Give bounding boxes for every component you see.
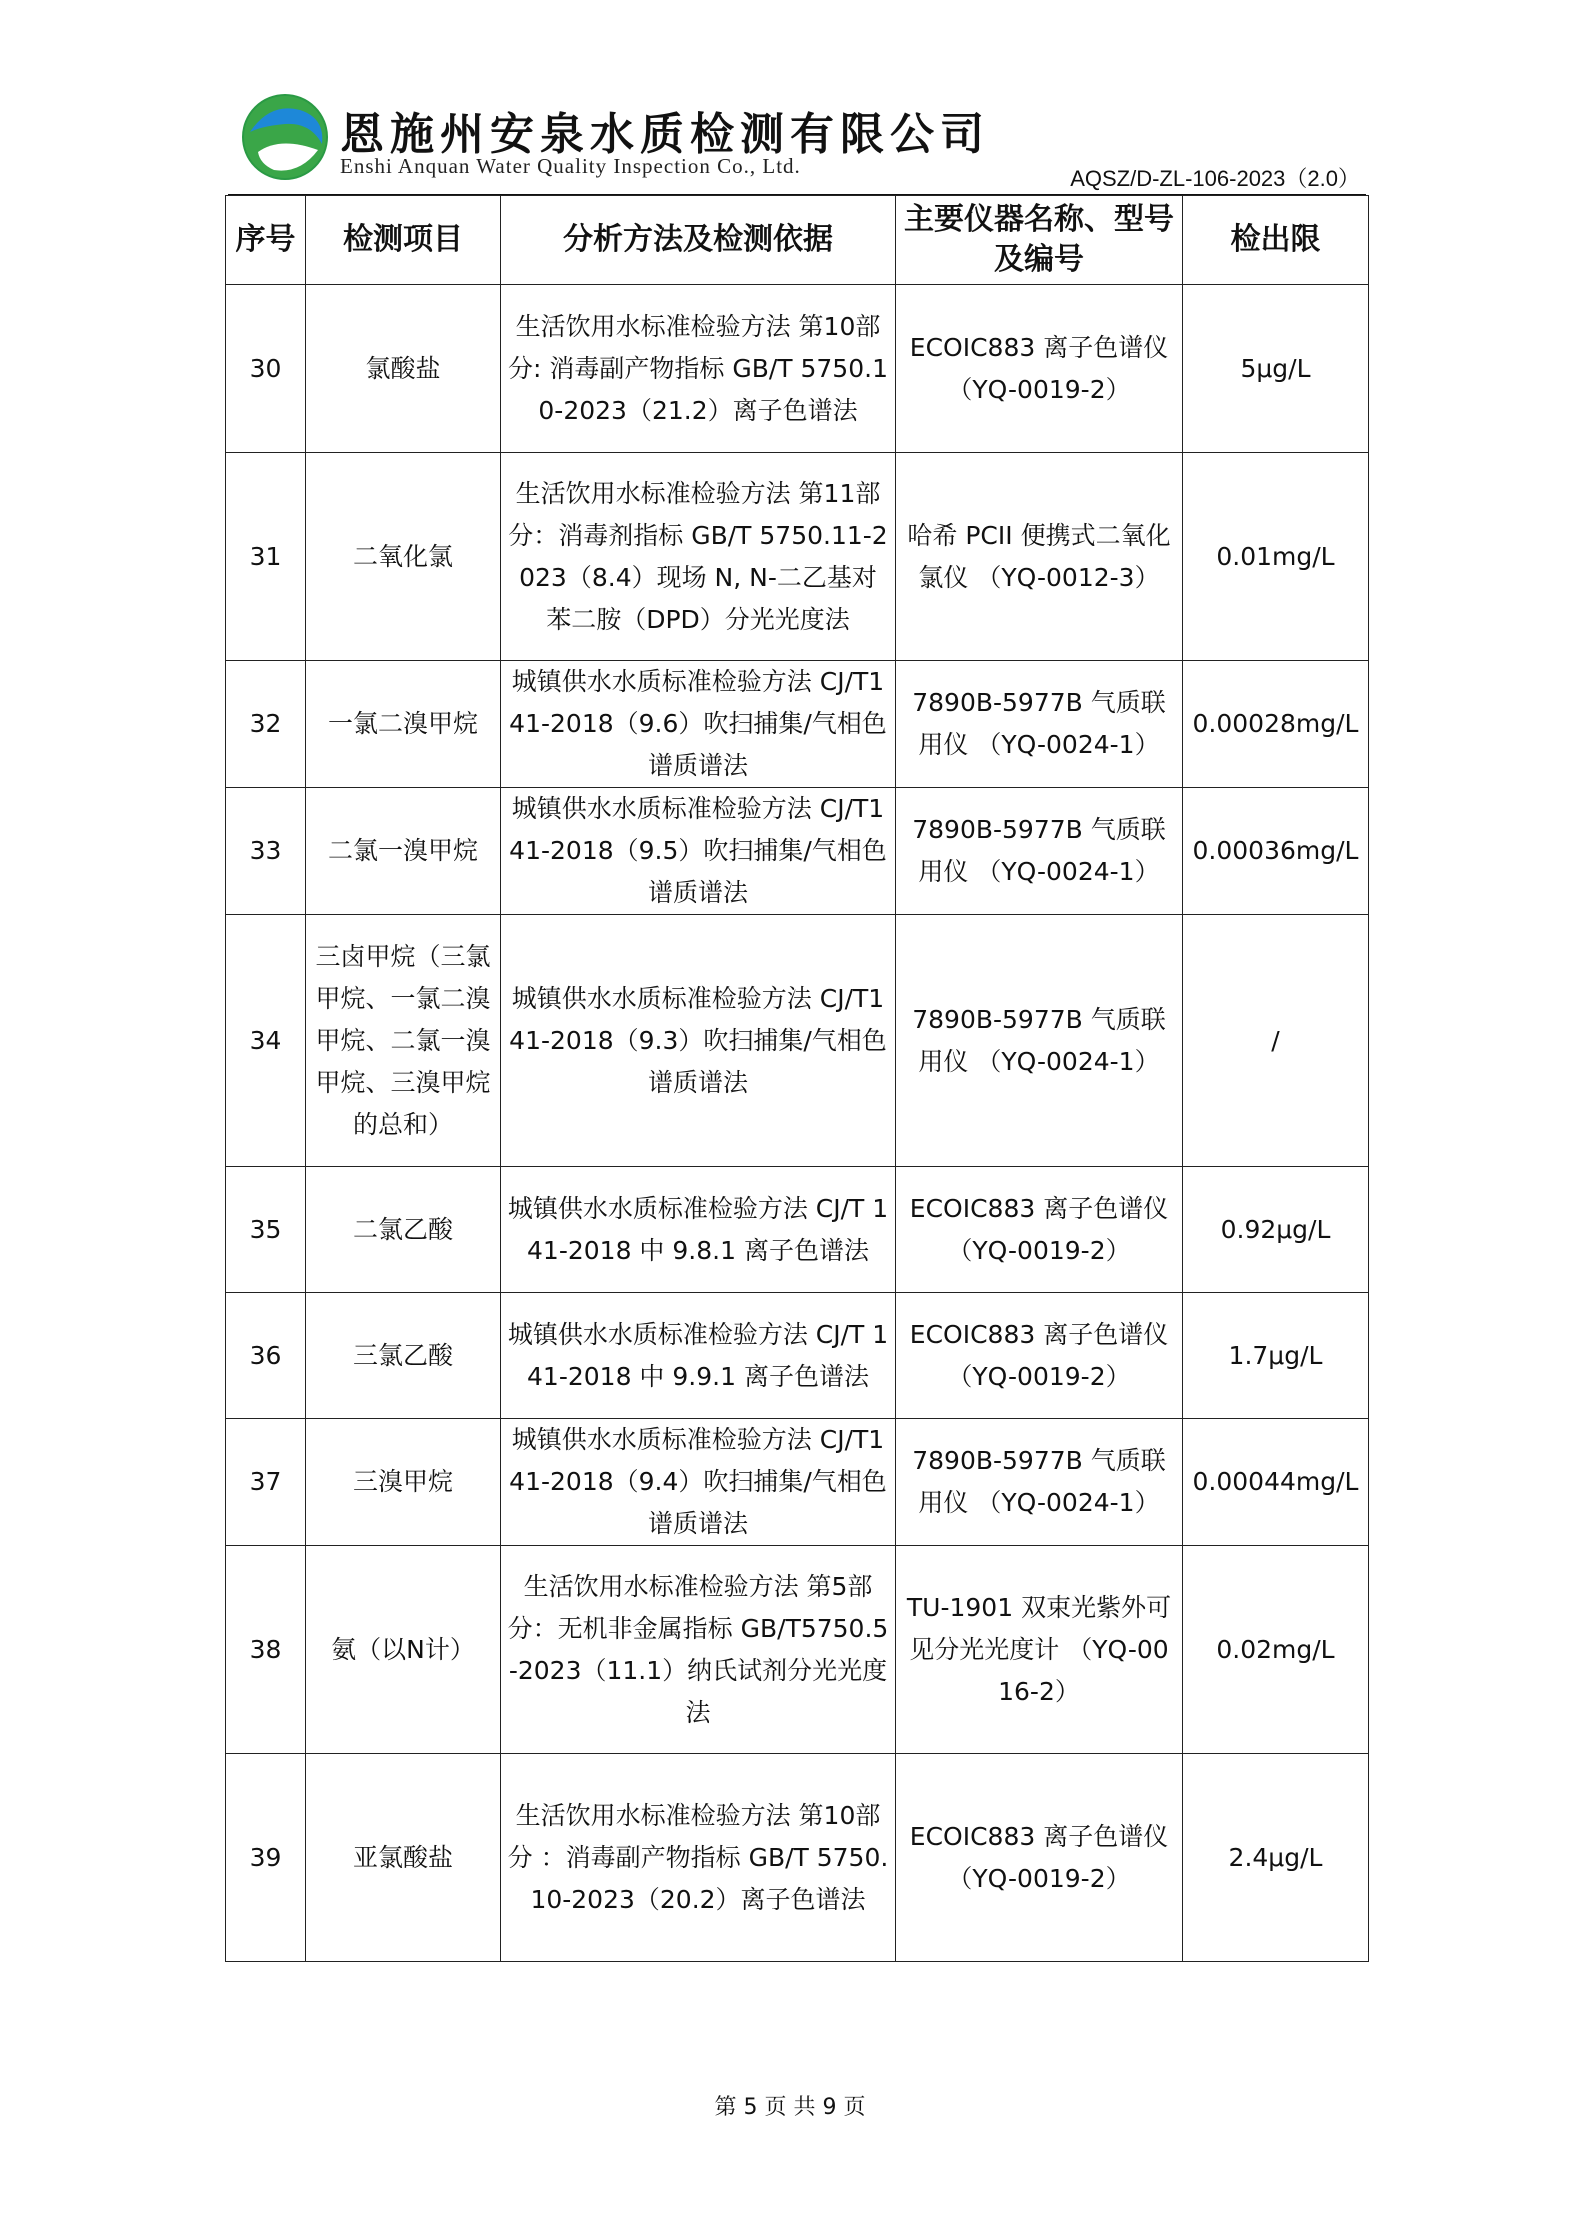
- cell-no: 35: [226, 1167, 306, 1293]
- table-row: [226, 453, 1369, 661]
- cell-no: 32: [226, 661, 306, 788]
- cell-method: 生活饮用水标准检验方法 第10部分 ：消毒副产物指标 GB/T 5750.10-2023（20.2）离子色谱法: [501, 1754, 896, 1962]
- cell-no: 39: [226, 1754, 306, 1962]
- page-header: [240, 92, 1360, 192]
- company-logo-icon: [240, 92, 330, 182]
- document-code: AQSZ/D-ZL-106-2023（2.0）: [1070, 166, 1360, 191]
- cell-limit: 0.01mg/L: [1183, 453, 1369, 661]
- cell-limit: 0.92μg/L: [1183, 1167, 1369, 1293]
- table-row: [226, 285, 1369, 453]
- table-row: [226, 788, 1369, 915]
- test-items-table: [225, 195, 1369, 1962]
- cell-instrument: 7890B-5977B 气质联用仪 （YQ-0024-1）: [896, 1419, 1183, 1546]
- cell-no: 34: [226, 915, 306, 1167]
- table-row: [226, 1167, 1369, 1293]
- page-number: 第 5 页 共 9 页: [714, 2095, 866, 2120]
- cell-method: 城镇供水水质标准检验方法 CJ/T 141-2018 中 9.8.1 离子色谱法: [501, 1167, 896, 1293]
- cell-no: 33: [226, 788, 306, 915]
- cell-item: 三溴甲烷: [306, 1419, 501, 1546]
- cell-method: 城镇供水水质标准检验方法 CJ/T 141-2018 中 9.9.1 离子色谱法: [501, 1293, 896, 1419]
- cell-limit: 0.00044mg/L: [1183, 1419, 1369, 1546]
- cell-limit: 2.4μg/L: [1183, 1754, 1369, 1962]
- cell-no: 36: [226, 1293, 306, 1419]
- cell-limit: 5μg/L: [1183, 285, 1369, 453]
- cell-item: 二氧化氯: [306, 453, 501, 661]
- header-instrument: 主要仪器名称、型号及编号: [896, 196, 1183, 285]
- header-item: 检测项目: [306, 196, 501, 285]
- cell-no: 30: [226, 285, 306, 453]
- table-row: [226, 1293, 1369, 1419]
- cell-no: 37: [226, 1419, 306, 1546]
- cell-no: 38: [226, 1546, 306, 1754]
- table-header-row: [226, 196, 1369, 285]
- table-row: [226, 661, 1369, 788]
- cell-limit: 0.00028mg/L: [1183, 661, 1369, 788]
- cell-item: 二氯乙酸: [306, 1167, 501, 1293]
- cell-limit: 0.00036mg/L: [1183, 788, 1369, 915]
- cell-instrument: ECOIC883 离子色谱仪 （YQ-0019-2）: [896, 1293, 1183, 1419]
- cell-instrument: 哈希 PCII 便携式二氧化氯仪 （YQ-0012-3）: [896, 453, 1183, 661]
- cell-method: 生活饮用水标准检验方法 第11部分：消毒剂指标 GB/T 5750.11-2023（8.4）现场 N, N-二乙基对苯二胺（DPD）分光光度法: [501, 453, 896, 661]
- cell-method: 城镇供水水质标准检验方法 CJ/T141-2018（9.6）吹扫捕集/气相色谱质谱法: [501, 661, 896, 788]
- cell-method: 生活饮用水标准检验方法 第5部分：无机非金属指标 GB/T5750.5-2023（11.1）纳氏试剂分光光度法: [501, 1546, 896, 1754]
- cell-item: 亚氯酸盐: [306, 1754, 501, 1962]
- cell-limit: 0.02mg/L: [1183, 1546, 1369, 1754]
- cell-instrument: 7890B-5977B 气质联用仪 （YQ-0024-1）: [896, 661, 1183, 788]
- cell-instrument: ECOIC883 离子色谱仪 （YQ-0019-2）: [896, 1754, 1183, 1962]
- header-method: 分析方法及检测依据: [501, 196, 896, 285]
- cell-instrument: ECOIC883 离子色谱仪 （YQ-0019-2）: [896, 285, 1183, 453]
- cell-method: 生活饮用水标准检验方法 第10部分: 消毒副产物指标 GB/T 5750.10-2023（21.2）离子色谱法: [501, 285, 896, 453]
- cell-method: 城镇供水水质标准检验方法 CJ/T141-2018（9.4）吹扫捕集/气相色谱质谱法: [501, 1419, 896, 1546]
- cell-item: 二氯一溴甲烷: [306, 788, 501, 915]
- cell-instrument: 7890B-5977B 气质联用仪 （YQ-0024-1）: [896, 915, 1183, 1167]
- cell-item: 氨（以N计）: [306, 1546, 501, 1754]
- cell-item: 一氯二溴甲烷: [306, 661, 501, 788]
- cell-limit: /: [1183, 915, 1369, 1167]
- cell-instrument: ECOIC883 离子色谱仪 （YQ-0019-2）: [896, 1167, 1183, 1293]
- cell-instrument: 7890B-5977B 气质联用仪 （YQ-0024-1）: [896, 788, 1183, 915]
- cell-method: 城镇供水水质标准检验方法 CJ/T141-2018（9.3）吹扫捕集/气相色谱质谱法: [501, 915, 896, 1167]
- cell-no: 31: [226, 453, 306, 661]
- cell-item: 三氯乙酸: [306, 1293, 501, 1419]
- header-limit: 检出限: [1183, 196, 1369, 285]
- company-name-cn: 恩施州安泉水质检测有限公司: [340, 109, 990, 160]
- cell-item: 氯酸盐: [306, 285, 501, 453]
- table-row: [226, 1546, 1369, 1754]
- cell-method: 城镇供水水质标准检验方法 CJ/T141-2018（9.5）吹扫捕集/气相色谱质谱法: [501, 788, 896, 915]
- table-row: [226, 915, 1369, 1167]
- table-row: [226, 1754, 1369, 1962]
- cell-limit: 1.7μg/L: [1183, 1293, 1369, 1419]
- company-name-en: Enshi Anquan Water Quality Inspection Co., Ltd.: [340, 154, 801, 178]
- cell-instrument: TU-1901 双束光紫外可见分光光度计 （YQ-0016-2）: [896, 1546, 1183, 1754]
- header-no: 序号: [226, 196, 306, 285]
- table-row: [226, 1419, 1369, 1546]
- cell-item: 三卤甲烷（三氯甲烷、一氯二溴甲烷、二氯一溴甲烷、三溴甲烷的总和）: [306, 915, 501, 1167]
